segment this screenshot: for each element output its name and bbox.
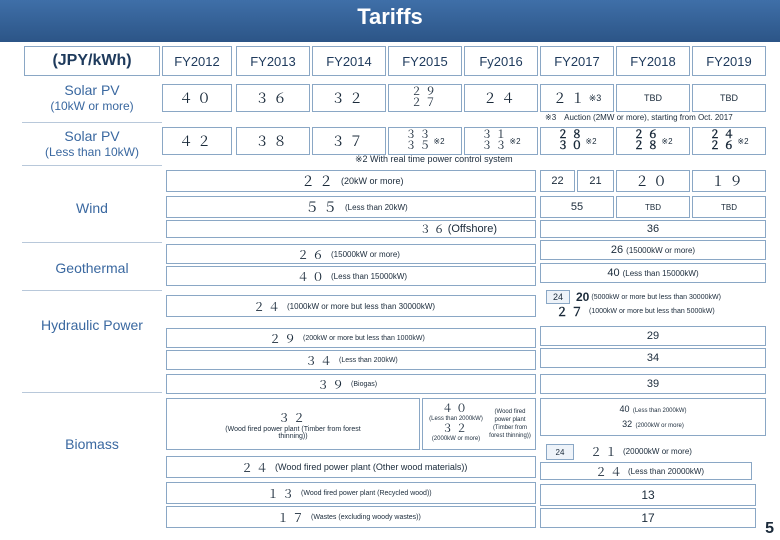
category-geothermal: Geothermal — [55, 260, 129, 276]
solar-small-2015-b: ３５ — [405, 140, 434, 152]
solar-small-2015-a: ３３ — [405, 129, 434, 141]
bio-thinning-right-b-label: (2000kW or more) — [635, 423, 684, 429]
category-solar-large — [24, 82, 160, 114]
bio-biogas-right: 39 — [540, 374, 766, 394]
wind-20kw-2018: ２０ — [616, 170, 690, 192]
geo-small-right — [540, 263, 766, 283]
solar-small-2013: ３８ — [236, 127, 310, 155]
hydro-small-value: ３４ — [305, 353, 336, 368]
wind-small-2017: 55 — [540, 196, 614, 218]
solar-large-2018: TBD — [616, 84, 690, 112]
bio-thinning-sub2-label: (2000kW or more) — [431, 436, 481, 442]
solar-small-2017 — [540, 127, 614, 155]
hydro-right-1000-5000 — [540, 304, 766, 318]
geo-large-label: (15000kW or more) — [331, 249, 400, 259]
bio-thinning-right-a: 40 — [619, 404, 630, 414]
bio-thinning-split — [422, 398, 536, 450]
solar-small-2018 — [616, 127, 690, 155]
bio-recycled-right: 13 — [540, 484, 756, 506]
hydro-row-small — [166, 350, 536, 370]
geo-large-right — [540, 240, 766, 260]
solar-small-2017-mark: ※2 — [585, 136, 597, 146]
bio-wastes-right: 17 — [540, 508, 756, 528]
category-biomass: Biomass — [65, 436, 119, 452]
solar-large-2016: ２４ — [464, 84, 538, 112]
wind-row-offshore — [166, 220, 536, 238]
page-title: Tariffs — [357, 4, 423, 29]
geo-row-large — [166, 244, 536, 264]
separator — [22, 392, 162, 393]
year-header-2018: FY2018 — [616, 46, 690, 76]
bio-thinning-sub1-label: (Less than 2000kW) — [429, 416, 483, 422]
bio-row-thinning — [166, 398, 420, 450]
bio-other-wood-right-b-value: ２１ — [590, 444, 621, 459]
bio-thinning-sub2-value: ３２ — [442, 423, 470, 435]
hydro-row-200kw — [166, 328, 536, 348]
wind-small-2018: TBD — [616, 196, 690, 218]
category-wind: Wind — [76, 200, 108, 216]
year-header-2013: FY2013 — [236, 46, 310, 76]
solar-small-2016-mark: ※2 — [509, 136, 521, 146]
solar-small-2015-mark: ※2 — [433, 136, 445, 146]
geo-small-value: ４０ — [297, 269, 328, 284]
solar-large-2015-a: ２９ — [411, 86, 439, 98]
wind-20kw-2019: １９ — [692, 170, 766, 192]
solar-large-note: ※3 Auction (2MW or more), starting from Oct. 2017 — [545, 113, 733, 122]
solar-large-2013: ３６ — [236, 84, 310, 112]
hydro-row-1000kw — [166, 295, 536, 317]
solar-large-2012: ４０ — [162, 84, 232, 112]
bio-thinning-right — [540, 398, 766, 436]
bio-recycled-value: １３ — [267, 486, 298, 501]
bio-biogas-value: ３９ — [317, 377, 348, 392]
wind-offshore-right: 36 — [540, 220, 766, 238]
wind-small-label: (Less than 20kW) — [345, 202, 408, 212]
hydro-1000kw-value: ２４ — [253, 299, 284, 314]
geo-large-value: ２６ — [297, 247, 328, 262]
wind-small-value: ５５ — [305, 199, 341, 215]
solar-large-2019: TBD — [692, 84, 766, 112]
category-name: Solar PV — [64, 82, 120, 98]
solar-small-2015 — [388, 127, 462, 155]
year-header-2012: FY2012 — [162, 46, 232, 76]
hydro-200kw-value: ２９ — [269, 331, 300, 346]
hydro-5000kw-value: 20 — [576, 290, 590, 304]
solar-small-2016 — [464, 127, 538, 155]
solar-large-2014: ３２ — [312, 84, 386, 112]
geo-small-right-value: 40 — [607, 267, 620, 279]
bio-biogas-label: (Biogas) — [351, 380, 378, 388]
wind-row-20kw — [166, 170, 536, 192]
unit-label: (JPY/kWh) — [24, 46, 160, 76]
solar-small-2019-mark: ※2 — [737, 136, 749, 146]
year-header-2014: FY2014 — [312, 46, 386, 76]
hydro-right-24: 24 — [546, 290, 570, 304]
bio-other-wood-right-b-label: (20000kW or more) — [623, 446, 692, 456]
wind-offshore-value: ３６ — [419, 224, 448, 236]
solar-large-2017-value: ２１ — [552, 90, 589, 106]
bio-wastes-label: (Wastes (excluding woody wastes)) — [311, 513, 421, 521]
wind-20kw-value: ２２ — [301, 173, 337, 189]
solar-small-2019-b: ２６ — [709, 140, 738, 152]
bio-row-wastes — [166, 506, 536, 528]
solar-small-2016-b: ３３ — [481, 140, 510, 152]
hydro-200kw-label: (200kW or more but less than 1000kW) — [303, 334, 425, 342]
solar-large-2015 — [388, 84, 462, 112]
hydro-1000-5000-label: (1000kW or more but less than 5000kW) — [589, 307, 715, 315]
solar-small-2014: ３７ — [312, 127, 386, 155]
bio-recycled-label: (Wood fired power plant (Recycled wood)) — [301, 489, 432, 497]
year-header-2019: FY2019 — [692, 46, 766, 76]
solar-small-2019 — [692, 127, 766, 155]
wind-offshore-label: (Offshore) — [447, 223, 497, 235]
separator — [22, 242, 162, 243]
wind-row-small — [166, 196, 536, 218]
hydro-small-right: 34 — [540, 348, 766, 368]
bio-other-wood-right-c-label: (Less than 20000kW) — [628, 466, 705, 476]
hydro-5000kw-label: (5000kW or more but less than 30000kW) — [591, 293, 721, 301]
solar-small-2019-a: ２４ — [709, 129, 738, 141]
solar-small-2017-b: ３０ — [557, 140, 586, 152]
solar-large-2015-b: ２７ — [411, 97, 439, 109]
bio-thinning-side-label: (Wood fired power plant (Timber from forest thinning)) — [489, 409, 531, 439]
solar-small-2018-b: ２８ — [633, 140, 662, 152]
year-header-2017: FY2017 — [540, 46, 614, 76]
bio-row-other-wood — [166, 456, 536, 478]
separator — [22, 290, 162, 291]
solar-small-note: ※2 With real time power control system — [355, 154, 513, 164]
geo-row-small — [166, 266, 536, 286]
bio-thinning-value: ３２ — [277, 410, 308, 425]
bio-thinning-sub1-value: ４０ — [442, 403, 470, 415]
wind-small-2019: TBD — [692, 196, 766, 218]
bio-thinning-label: (Wood fired power plant (Timber from forest thinning)) — [225, 425, 361, 440]
bio-other-wood-right-a: 24 — [546, 444, 574, 460]
bio-thinning-right-b: 32 — [622, 419, 633, 429]
category-sub: (Less than 10kW) — [44, 145, 140, 159]
separator — [22, 122, 162, 123]
geo-small-right-label: (Less than 15000kW) — [622, 268, 699, 278]
category-solar-small — [24, 128, 160, 160]
bio-wastes-value: １７ — [277, 510, 308, 525]
geo-large-right-value: 26 — [610, 244, 624, 256]
solar-small-2016-a: ３１ — [481, 129, 510, 141]
hydro-200kw-right: 29 — [540, 326, 766, 346]
category-name: Solar PV — [64, 128, 120, 144]
bio-row-biogas — [166, 374, 536, 394]
category-sub: (10kW or more) — [50, 99, 134, 113]
bio-thinning-right-a-label: (Less than 2000kW) — [632, 408, 687, 414]
solar-small-2017-a: ２８ — [557, 129, 586, 141]
solar-large-2017-mark: ※3 — [588, 92, 602, 103]
geo-small-label: (Less than 15000kW) — [331, 271, 408, 281]
bio-other-wood-label: (Wood fired power plant (Other wood materials)) — [275, 462, 468, 472]
bio-row-recycled — [166, 482, 536, 504]
wind-20kw-2017a: 22 — [540, 170, 575, 192]
wind-20kw-label: (20kW or more) — [341, 176, 404, 186]
hydro-1000-5000-value: ２７ — [556, 304, 587, 319]
geo-large-right-label: (15000kW or more) — [626, 245, 696, 255]
solar-large-2017 — [540, 84, 614, 112]
bio-other-wood-right-c-value: ２４ — [595, 464, 626, 479]
hydro-1000kw-label: (1000kW or more but less than 30000kW) — [287, 301, 436, 311]
year-header-2016: Fy2016 — [464, 46, 538, 76]
solar-small-2018-a: ２６ — [633, 129, 662, 141]
solar-small-2012: ４２ — [162, 127, 232, 155]
bio-other-wood-right-c — [540, 462, 752, 480]
wind-20kw-2017b: 21 — [577, 170, 614, 192]
hydro-small-label: (Less than 200kW) — [339, 356, 398, 364]
category-hydraulic: Hydraulic Power — [41, 317, 143, 333]
page-number: 5 — [765, 520, 774, 537]
solar-small-2018-mark: ※2 — [661, 136, 673, 146]
separator — [22, 165, 162, 166]
bio-other-wood-value: ２４ — [241, 460, 272, 475]
hydro-right-5000kw — [576, 290, 766, 304]
bio-other-wood-right-b — [580, 442, 766, 460]
year-header-2015: FY2015 — [388, 46, 462, 76]
